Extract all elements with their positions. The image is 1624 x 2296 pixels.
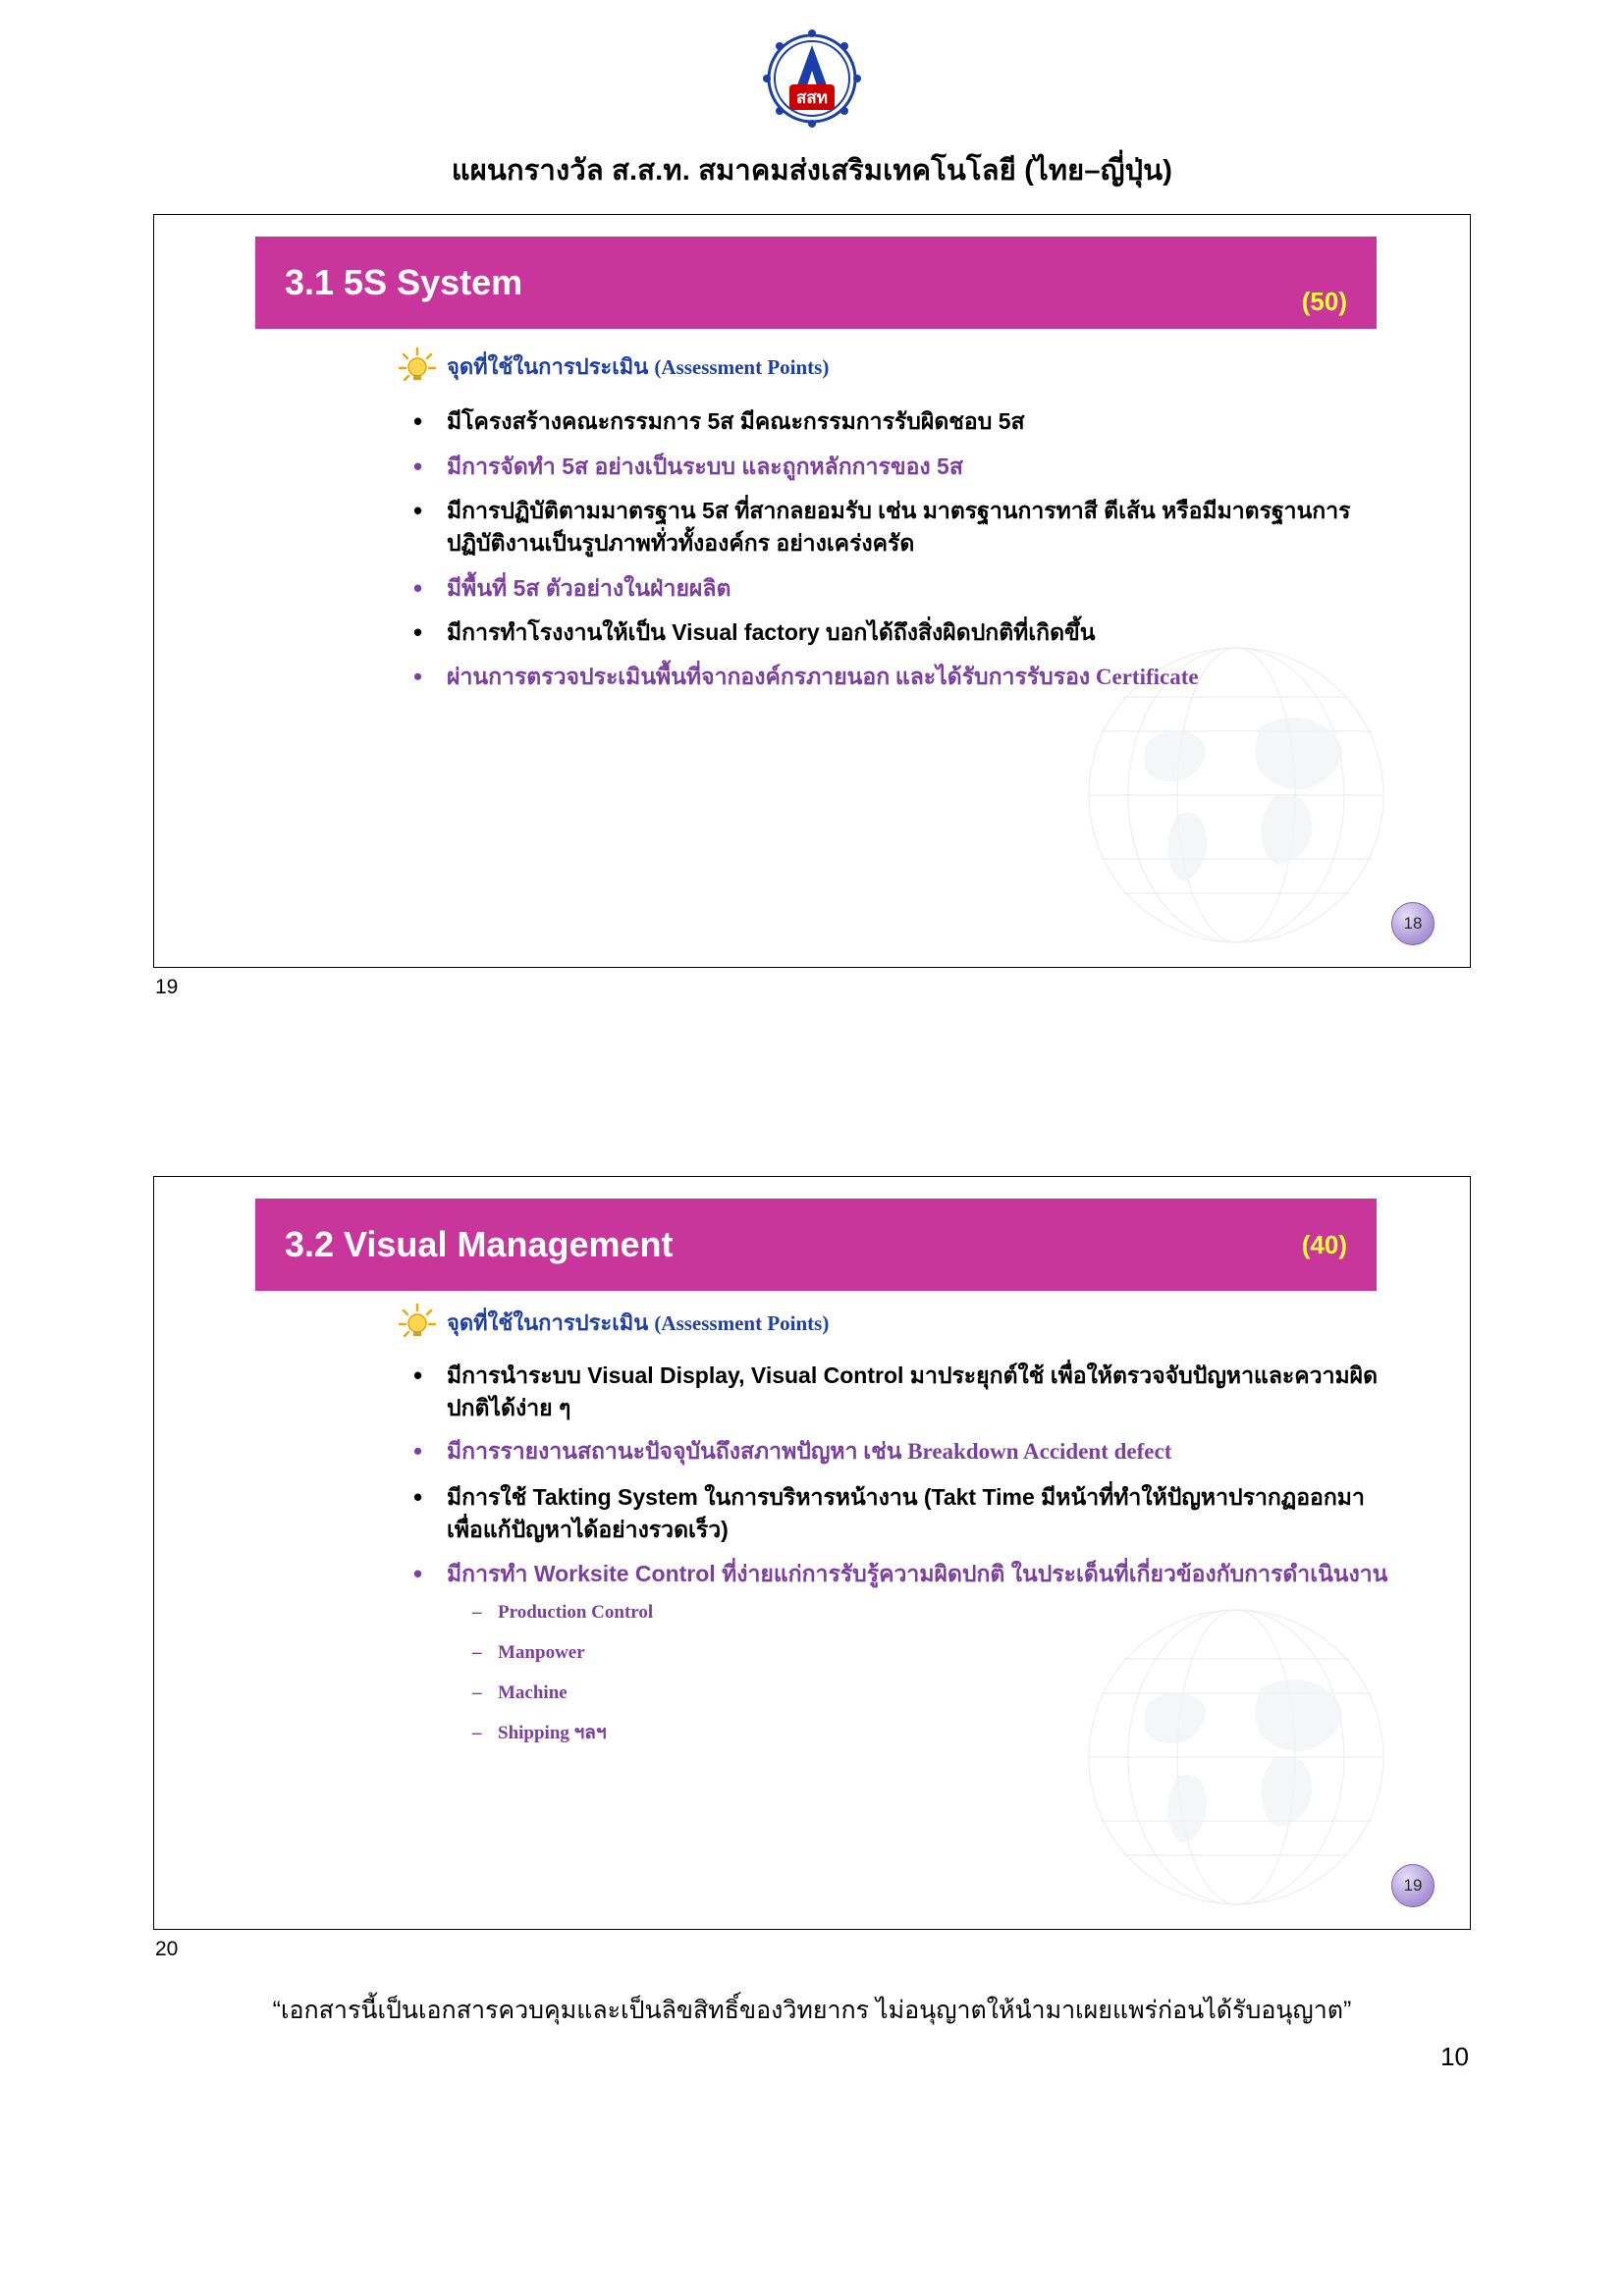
list-item: • มีการนำระบบ Visual Display, Visual Control มาประยุกต์ใช้ เพื่อให้ตรวจจับปัญหาและความผิดปกติได้ง่าย ๆ xyxy=(406,1360,1391,1423)
document-slide-number: 20 xyxy=(155,1938,179,1960)
assessment-points-header xyxy=(398,1303,829,1342)
assessment-points-label: จุดที่ใช้ในการประเมิน (Assessment Points) xyxy=(447,1309,830,1335)
sub-list-item: – Machine xyxy=(468,1681,1391,1707)
tpa-association-logo xyxy=(738,26,886,141)
slide-score: (40) xyxy=(1301,1229,1347,1259)
slide-title: 3.2 Visual Management xyxy=(285,1224,674,1264)
slide-page-badge: 19 xyxy=(1391,1864,1435,1907)
list-item: • มีการปฏิบัติตามมาตรฐาน 5ส ที่สากลยอมรับ เช่น มาตรฐานการทาสี ตีเส้น หรือมีมาตรฐานการปฏิบัติงานเป็นรูปภาพทั่วทั้งองค์กร อย่างเคร่งครัด xyxy=(406,495,1391,559)
slide-title-bar xyxy=(255,237,1377,329)
list-item: • ผ่านการตรวจประเมินพื้นที่จากองค์กรภายนอก และได้รับการรับรอง Certificate xyxy=(406,662,1391,694)
slide-title: 3.1 5S System xyxy=(285,262,523,302)
list-item: • มีพื้นที่ 5ส ตัวอย่างในฝ่ายผลิต xyxy=(406,572,1391,605)
sub-list-item: – Manpower xyxy=(468,1640,1391,1667)
slide-title-bar xyxy=(255,1199,1377,1291)
page-number: 10 xyxy=(1440,2042,1469,2071)
slide-score: (50) xyxy=(1301,287,1347,316)
assessment-points-label: จุดที่ใช้ในการประเมิน (Assessment Points) xyxy=(447,353,830,379)
list-item xyxy=(406,1558,1391,1747)
list-item: • มีการจัดทำ 5ส อย่างเป็นระบบ และถูกหลักการของ 5ส xyxy=(406,451,1391,483)
list-item: • มีโครงสร้างคณะกรรมการ 5ส มีคณะกรรมการรับผิดชอบ 5ส xyxy=(406,405,1391,438)
sub-list-item: – Production Control xyxy=(468,1600,1391,1627)
slide-3-2 xyxy=(153,1176,1471,1930)
lightbulb-icon xyxy=(398,1303,437,1342)
list-item-text: มีการทำ Worksite Control ที่ง่ายแก่การรับรู้ความผิดปกติ ในประเด็นที่เกี่ยวข้องกับการดำเนินงาน xyxy=(447,1561,1388,1587)
assessment-points-list xyxy=(406,1360,1391,1761)
list-item: • มีการรายงานสถานะปัจจุบันถึงสภาพปัญหา เช่น Breakdown Accident defect xyxy=(406,1436,1391,1468)
spacer xyxy=(147,999,1477,1176)
copyright-note: “เอกสารนี้เป็นเอกสารควบคุมและเป็นลิขสิทธิ์ของวิทยากร ไม่อนุญาตให้นำมาเผยแพร่ก่อนได้รับอนุญาต” xyxy=(272,1997,1352,2024)
page-title: แผนกรางวัล ส.ส.ท. สมาคมส่งเสริมเทคโนโลยี (ไทย–ญี่ปุ่น) xyxy=(451,155,1173,187)
assessment-points-header xyxy=(398,347,829,386)
document-slide-number: 19 xyxy=(155,976,179,998)
slide-3-1 xyxy=(153,214,1471,968)
list-item: • มีการใช้ Takting System ในการบริหารหน้างาน (Takt Time มีหน้าที่ทำให้ปัญหาปรากฏออกมา เพื่อแก้ปัญหาได้อย่างรวดเร็ว) xyxy=(406,1481,1391,1545)
sub-list xyxy=(447,1600,1391,1747)
lightbulb-icon xyxy=(398,347,437,386)
document-header xyxy=(147,0,1477,192)
slide-number-wrap-2 xyxy=(153,1938,1471,1961)
slide-page-badge: 18 xyxy=(1391,902,1435,945)
assessment-points-list xyxy=(406,405,1391,707)
sub-list-item: – Shipping ฯลฯ xyxy=(468,1721,1391,1747)
svg-text:สสท: สสท xyxy=(796,88,828,107)
slide-number-wrap-1 xyxy=(153,976,1471,999)
list-item: • มีการทำโรงงานให้เป็น Visual factory บอกได้ถึงสิ่งผิดปกติที่เกิดขึ้น xyxy=(406,616,1391,649)
